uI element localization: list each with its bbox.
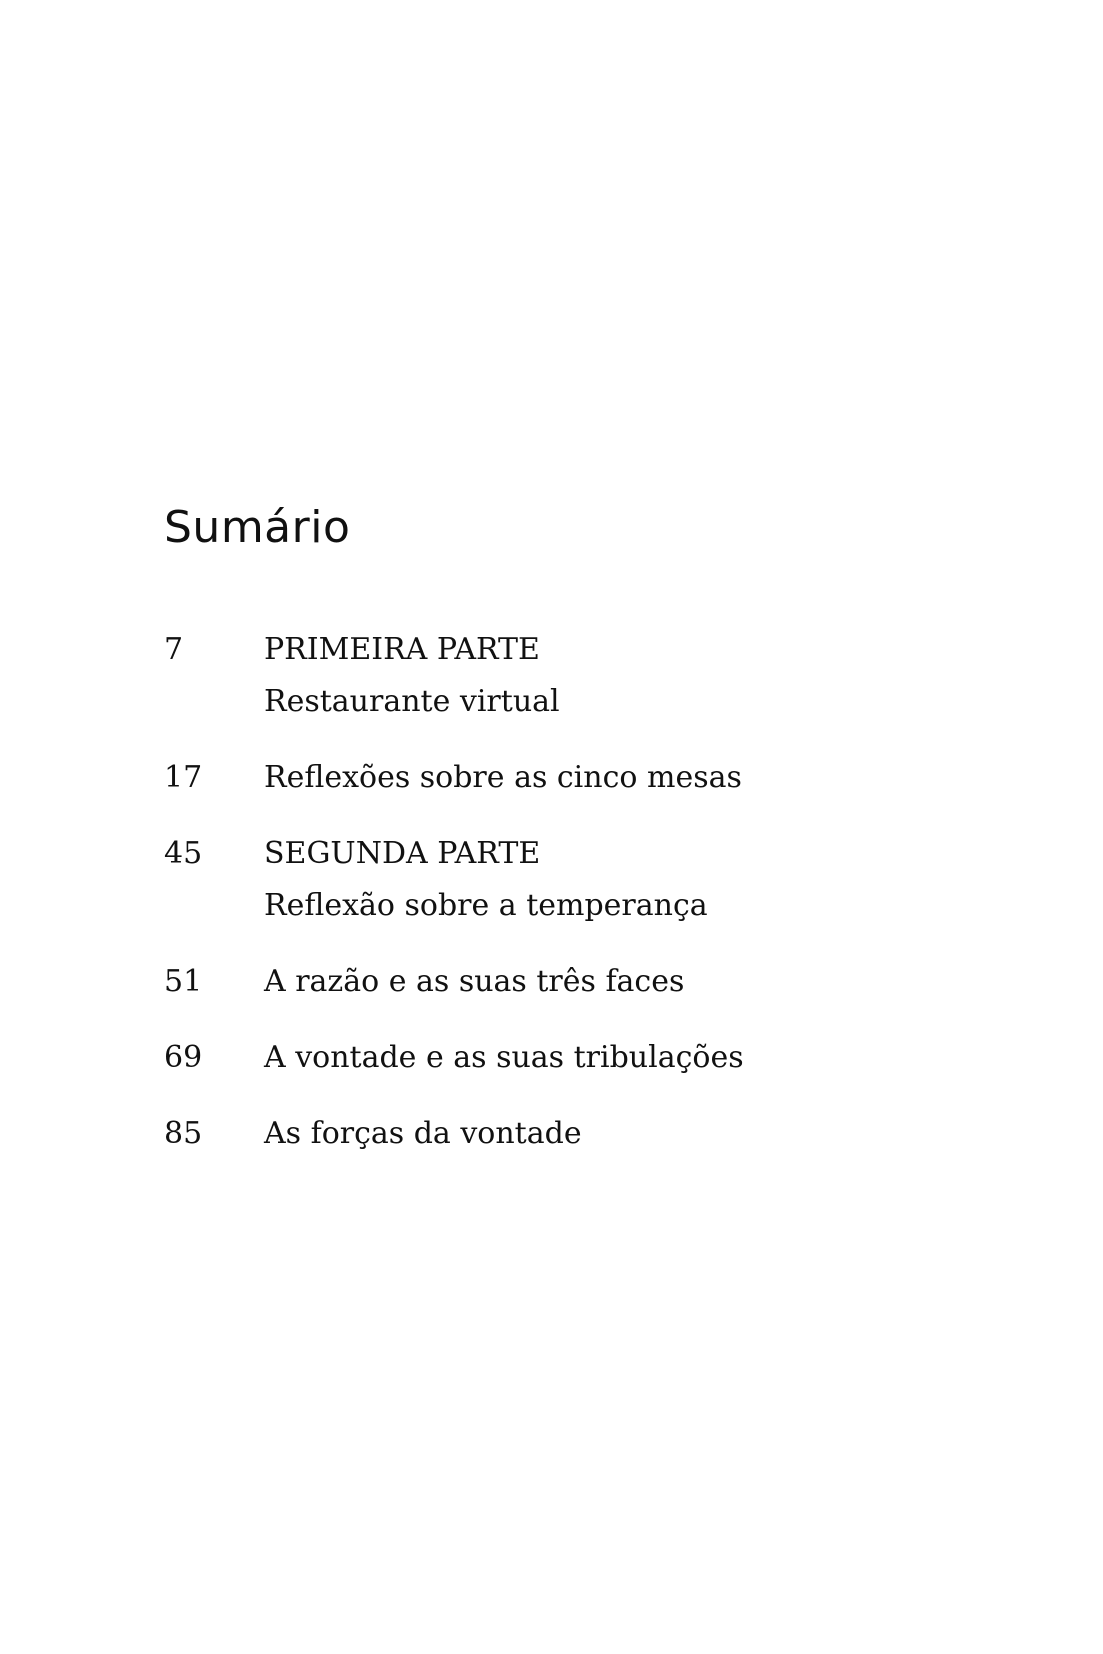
toc-heading: A vontade e as suas tribulações [264,1040,744,1075]
toc-heading: A razão e as suas três faces [264,964,685,999]
toc-subtitle: Reflexão sobre a temperança [264,888,708,923]
toc-entry-text [264,624,964,728]
toc-entry-text [264,1108,964,1160]
toc-page-number: 51 [164,964,203,999]
toc-heading: Reflexões sobre as cinco mesas [264,760,742,795]
toc-heading: As forças da vontade [264,1116,582,1151]
toc-entry-segunda-parte [164,828,964,932]
toc-page-number: 17 [164,760,203,795]
toc-entry-text [264,956,964,1008]
table-of-contents [164,624,964,1184]
toc-subtitle: Restaurante virtual [264,684,560,719]
toc-heading: PRIMEIRA PARTE [264,632,540,667]
toc-page-number: 7 [164,632,184,667]
toc-entry-forcas [164,1108,964,1160]
toc-heading: SEGUNDA PARTE [264,836,541,871]
toc-page-number: 45 [164,836,203,871]
page-title: Sumário [164,502,351,553]
toc-page-number: 69 [164,1040,203,1075]
toc-entry-reflexoes [164,752,964,804]
toc-page-number: 85 [164,1116,203,1151]
toc-entry-text [264,1032,964,1084]
toc-entry-text [264,752,964,804]
toc-entry-vontade [164,1032,964,1084]
toc-entry-primeira-parte [164,624,964,728]
toc-entry-razao [164,956,964,1008]
toc-entry-text [264,828,964,932]
